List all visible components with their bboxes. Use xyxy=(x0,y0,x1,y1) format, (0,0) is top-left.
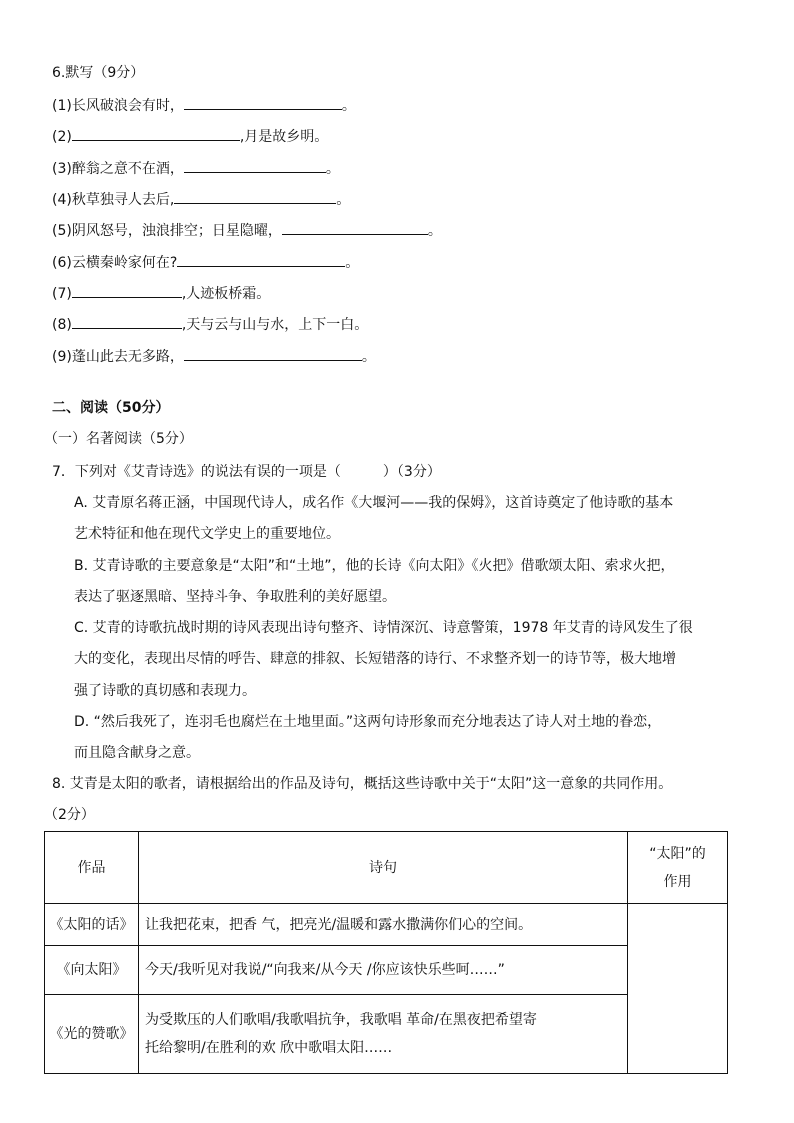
q7-option-b-cont: 表达了驱逐黑暗、坚持斗争、争取胜利的美好愿望。 xyxy=(74,589,396,605)
q6-item-1 xyxy=(52,94,356,116)
answer-blank[interactable] xyxy=(72,125,240,141)
answer-blank[interactable] xyxy=(177,251,345,267)
q6-item-4 xyxy=(52,188,350,210)
subsection-title: （一）名著阅读（5分） xyxy=(44,431,193,447)
q6-item-3 xyxy=(52,157,340,179)
header-function xyxy=(628,832,728,904)
q6-item-text: 。 xyxy=(341,98,356,114)
q7-option-d: D. “然后我死了，连羽毛也腐烂在土地里面。”这两句诗形象而充分地表达了诗人对土地的眷恋， xyxy=(74,714,662,730)
q6-item-9 xyxy=(52,345,376,367)
section-title: 二、阅读（50分） xyxy=(52,400,170,416)
q6-item-text: 。 xyxy=(345,255,360,271)
work-cell: 《太阳的话》 xyxy=(45,904,139,946)
verse-cell: 让我把花束，把香 气，把亮光/温暖和露水撒满你们心的空间。 xyxy=(139,904,628,946)
q6-item-text: (9)蓬山此去无多路， xyxy=(52,349,184,365)
table-header-row xyxy=(45,832,728,904)
verse-cell xyxy=(139,995,628,1074)
work-cell: 《向太阳》 xyxy=(45,946,139,995)
q7-option-a-cont: 艺术特征和他在现代文学史上的重要地位。 xyxy=(74,526,340,542)
q7-stem: 7．下列对《艾青诗选》的说法有误的一项是（ ）（3分） xyxy=(52,464,441,480)
header-work: 作品 xyxy=(45,832,139,904)
answer-blank[interactable] xyxy=(282,219,428,235)
q6-item-7 xyxy=(52,282,270,304)
work-cell: 《光的赞歌》 xyxy=(45,995,139,1074)
q7-option-b: B. 艾青诗歌的主要意象是“太阳”和“土地”，他的长诗《向太阳》《火把》借歌颂太阳、索求火把， xyxy=(74,558,675,574)
answer-blank[interactable] xyxy=(184,345,362,361)
q6-heading: 6.默写（9分） xyxy=(52,65,145,81)
q6-item-text: 。 xyxy=(427,223,442,239)
table-row xyxy=(45,946,728,995)
q6-item-text: 。 xyxy=(336,192,351,208)
q6-item-text: (4)秋草独寻人去后, xyxy=(52,192,175,208)
q7-option-c: C. 艾青的诗歌抗战时期的诗风表现出诗句整齐、诗情深沉、诗意警策，1978 年艾青的诗风发生了很 xyxy=(74,620,693,636)
header-verse: 诗句 xyxy=(139,832,628,904)
q6-item-text: (2) xyxy=(52,129,72,145)
table-row xyxy=(45,904,728,946)
verse-cell: 今天/我听见对我说/“向我来/从今天 /你应该快乐些呵……” xyxy=(139,946,628,995)
q7-option-d-cont: 而且隐含献身之意。 xyxy=(74,745,200,761)
answer-cell[interactable] xyxy=(628,904,728,1074)
q8-stem: 8. 艾青是太阳的歌者，请根据给出的作品及诗句，概括这些诗歌中关于“太阳”这一意象的共同作用。 xyxy=(52,776,673,792)
q6-item-text: (7) xyxy=(52,286,72,302)
q6-item-text: ,天与云与山与水，上下一白。 xyxy=(181,317,369,333)
q7-option-a: A. 艾青原名蒋正涵，中国现代诗人，成名作《大堰河——我的保姆》，这首诗奠定了他诗歌的基本 xyxy=(74,495,674,511)
q6-item-text: ,月是故乡明。 xyxy=(239,129,329,145)
q6-item-2 xyxy=(52,125,328,147)
header-function-line1: “太阳”的 xyxy=(649,845,706,862)
answer-blank[interactable] xyxy=(72,282,182,298)
q6-item-text: ,人迹板桥霜。 xyxy=(181,286,271,302)
q6-item-text: 。 xyxy=(361,349,376,365)
poem-table xyxy=(44,831,728,1074)
q6-item-text: (8) xyxy=(52,317,72,333)
q8-score: （2分） xyxy=(44,807,95,823)
answer-blank[interactable] xyxy=(184,157,326,173)
verse-line: 托给黎明/在胜利的欢 欣中歌唱太阳…… xyxy=(145,1040,393,1056)
q6-item-6 xyxy=(52,251,359,273)
q6-item-text: (1)长风破浪会有时， xyxy=(52,98,184,114)
table-row xyxy=(45,995,728,1074)
q6-item-5 xyxy=(52,219,442,241)
q6-item-text: (6)云横秦岭家何在? xyxy=(52,255,178,271)
header-function-line2: 作用 xyxy=(663,873,692,890)
answer-blank[interactable] xyxy=(72,313,182,329)
answer-blank[interactable] xyxy=(174,188,336,204)
verse-line: 为受欺压的人们歌唱/我歌唱抗争，我歌唱 革命/在黑夜把希望寄 xyxy=(145,1012,537,1028)
q6-item-text: (5)阴风怒号，浊浪排空；日星隐曜， xyxy=(52,223,282,239)
q7-option-c-cont1: 大的变化，表现出尽情的呼告、肆意的排叙、长短错落的诗行、不求整齐划一的诗节等，极大地增 xyxy=(74,651,676,667)
q6-item-8 xyxy=(52,313,368,335)
q6-item-text: (3)醉翁之意不在酒， xyxy=(52,161,184,177)
answer-blank[interactable] xyxy=(184,94,342,110)
q7-option-c-cont2: 强了诗歌的真切感和表现力。 xyxy=(74,683,256,699)
q6-item-text: 。 xyxy=(325,161,340,177)
